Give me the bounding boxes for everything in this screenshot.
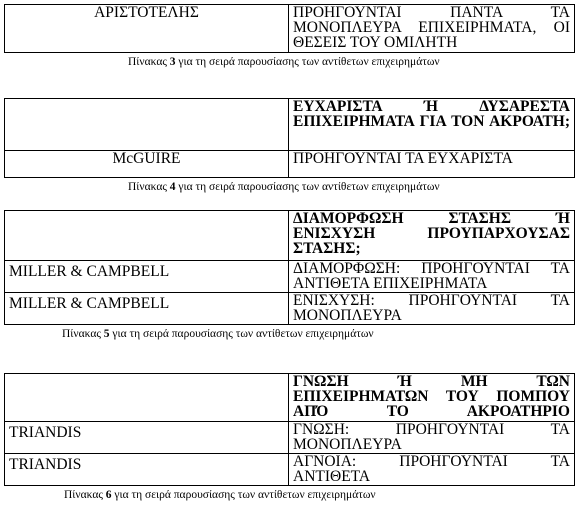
rule-cell: ΑΓΝΟΙΑ: ΠΡΟΗΓΟΥΝΤΑΙ ΤΑ ΑΝΤΙΘΕΤΑ: [289, 454, 575, 486]
author-cell: TRIANDIS: [5, 454, 289, 486]
question-header: ΕΥΧΑΡΙΣΤΑ Ή ΔΥΣΑΡΕΣΤΑ ΕΠΙΧΕΙΡΗΜΑΤΑ ΓΙΑ ΤΟΝ ΑΚΡΟΑΤΗ;: [289, 99, 575, 151]
table-row: [5, 151, 575, 178]
author-cell: McGUIRE: [5, 151, 289, 178]
author-cell: MILLER & CAMPBELL: [5, 261, 289, 293]
table-5: [4, 210, 575, 325]
table-header-row: [5, 99, 575, 151]
table-row: [5, 5, 575, 53]
table-caption: Πίνακας 6 για τη σειρά παρουσίασης των αντίθετων επιχειρημάτων: [64, 489, 376, 501]
table-caption: Πίνακας 5 για τη σειρά παρουσίασης των αντίθετων επιχειρημάτων: [62, 328, 374, 340]
table-row: [5, 454, 575, 486]
empty-header-cell: [5, 99, 289, 151]
table-row: [5, 293, 575, 325]
table-row: [5, 261, 575, 293]
author-cell: ΑΡΙΣΤΟΤΕΛΗΣ: [5, 5, 289, 53]
rule-cell: ΔΙΑΜΟΡΦΩΣΗ: ΠΡΟΗΓΟΥΝΤΑΙ ΤΑ ΑΝΤΙΘΕΤΑ ΕΠΙΧΕΙΡΗΜΑΤΑ: [289, 261, 575, 293]
author-cell: MILLER & CAMPBELL: [5, 293, 289, 325]
rule-cell: ΠΡΟΗΓΟΥΝΤΑΙ ΠΑΝΤΑ ΤΑ ΜΟΝΟΠΛΕΥΡΑ ΕΠΙΧΕΙΡΗΜΑΤΑ, ΟΙ ΘΕΣΕΙΣ ΤΟΥ ΟΜΙΛΗΤΗ: [289, 5, 575, 53]
empty-header-cell: [5, 374, 289, 422]
author-cell: TRIANDIS: [5, 422, 289, 454]
rule-cell: ΕΝΙΣΧΥΣΗ: ΠΡΟΗΓΟΥΝΤΑΙ ΤΑ ΜΟΝΟΠΛΕΥΡΑ: [289, 293, 575, 325]
empty-header-cell: [5, 211, 289, 261]
table-caption: Πίνακας 4 για τη σειρά παρουσίασης των αντίθετων επιχειρημάτων: [128, 181, 440, 193]
table-6: [4, 373, 575, 486]
question-header: ΔΙΑΜΟΡΦΩΣΗ ΣΤΑΣΗΣ Ή ΕΝΙΣΧΥΣΗ ΠΡΟΥΠΑΡΧΟΥΣΑΣ ΣΤΑΣΗΣ;: [289, 211, 575, 261]
table-3: [4, 4, 575, 53]
table-caption: Πίνακας 3 για τη σειρά παρουσίασης των αντίθετων επιχειρημάτων: [128, 56, 440, 68]
table-header-row: [5, 211, 575, 261]
table-4: [4, 98, 575, 178]
table-header-row: [5, 374, 575, 422]
rule-cell: ΓΝΩΣΗ: ΠΡΟΗΓΟΥΝΤΑΙ ΤΑ ΜΟΝΟΠΛΕΥΡΑ: [289, 422, 575, 454]
question-header: ΓΝΩΣΗ Ή ΜΗ ΤΩΝ ΕΠΙΧΕΙΡΗΜΑΤΩΝ ΤΟΥ ΠΟΜΠΟΥ ΑΠΌ ΤΟ ΑΚΡΟΑΤΗΡΙΟ: [289, 374, 575, 422]
rule-cell: ΠΡΟΗΓΟΥΝΤΑΙ ΤΑ ΕΥΧΑΡΙΣΤΑ: [289, 151, 575, 178]
table-row: [5, 422, 575, 454]
